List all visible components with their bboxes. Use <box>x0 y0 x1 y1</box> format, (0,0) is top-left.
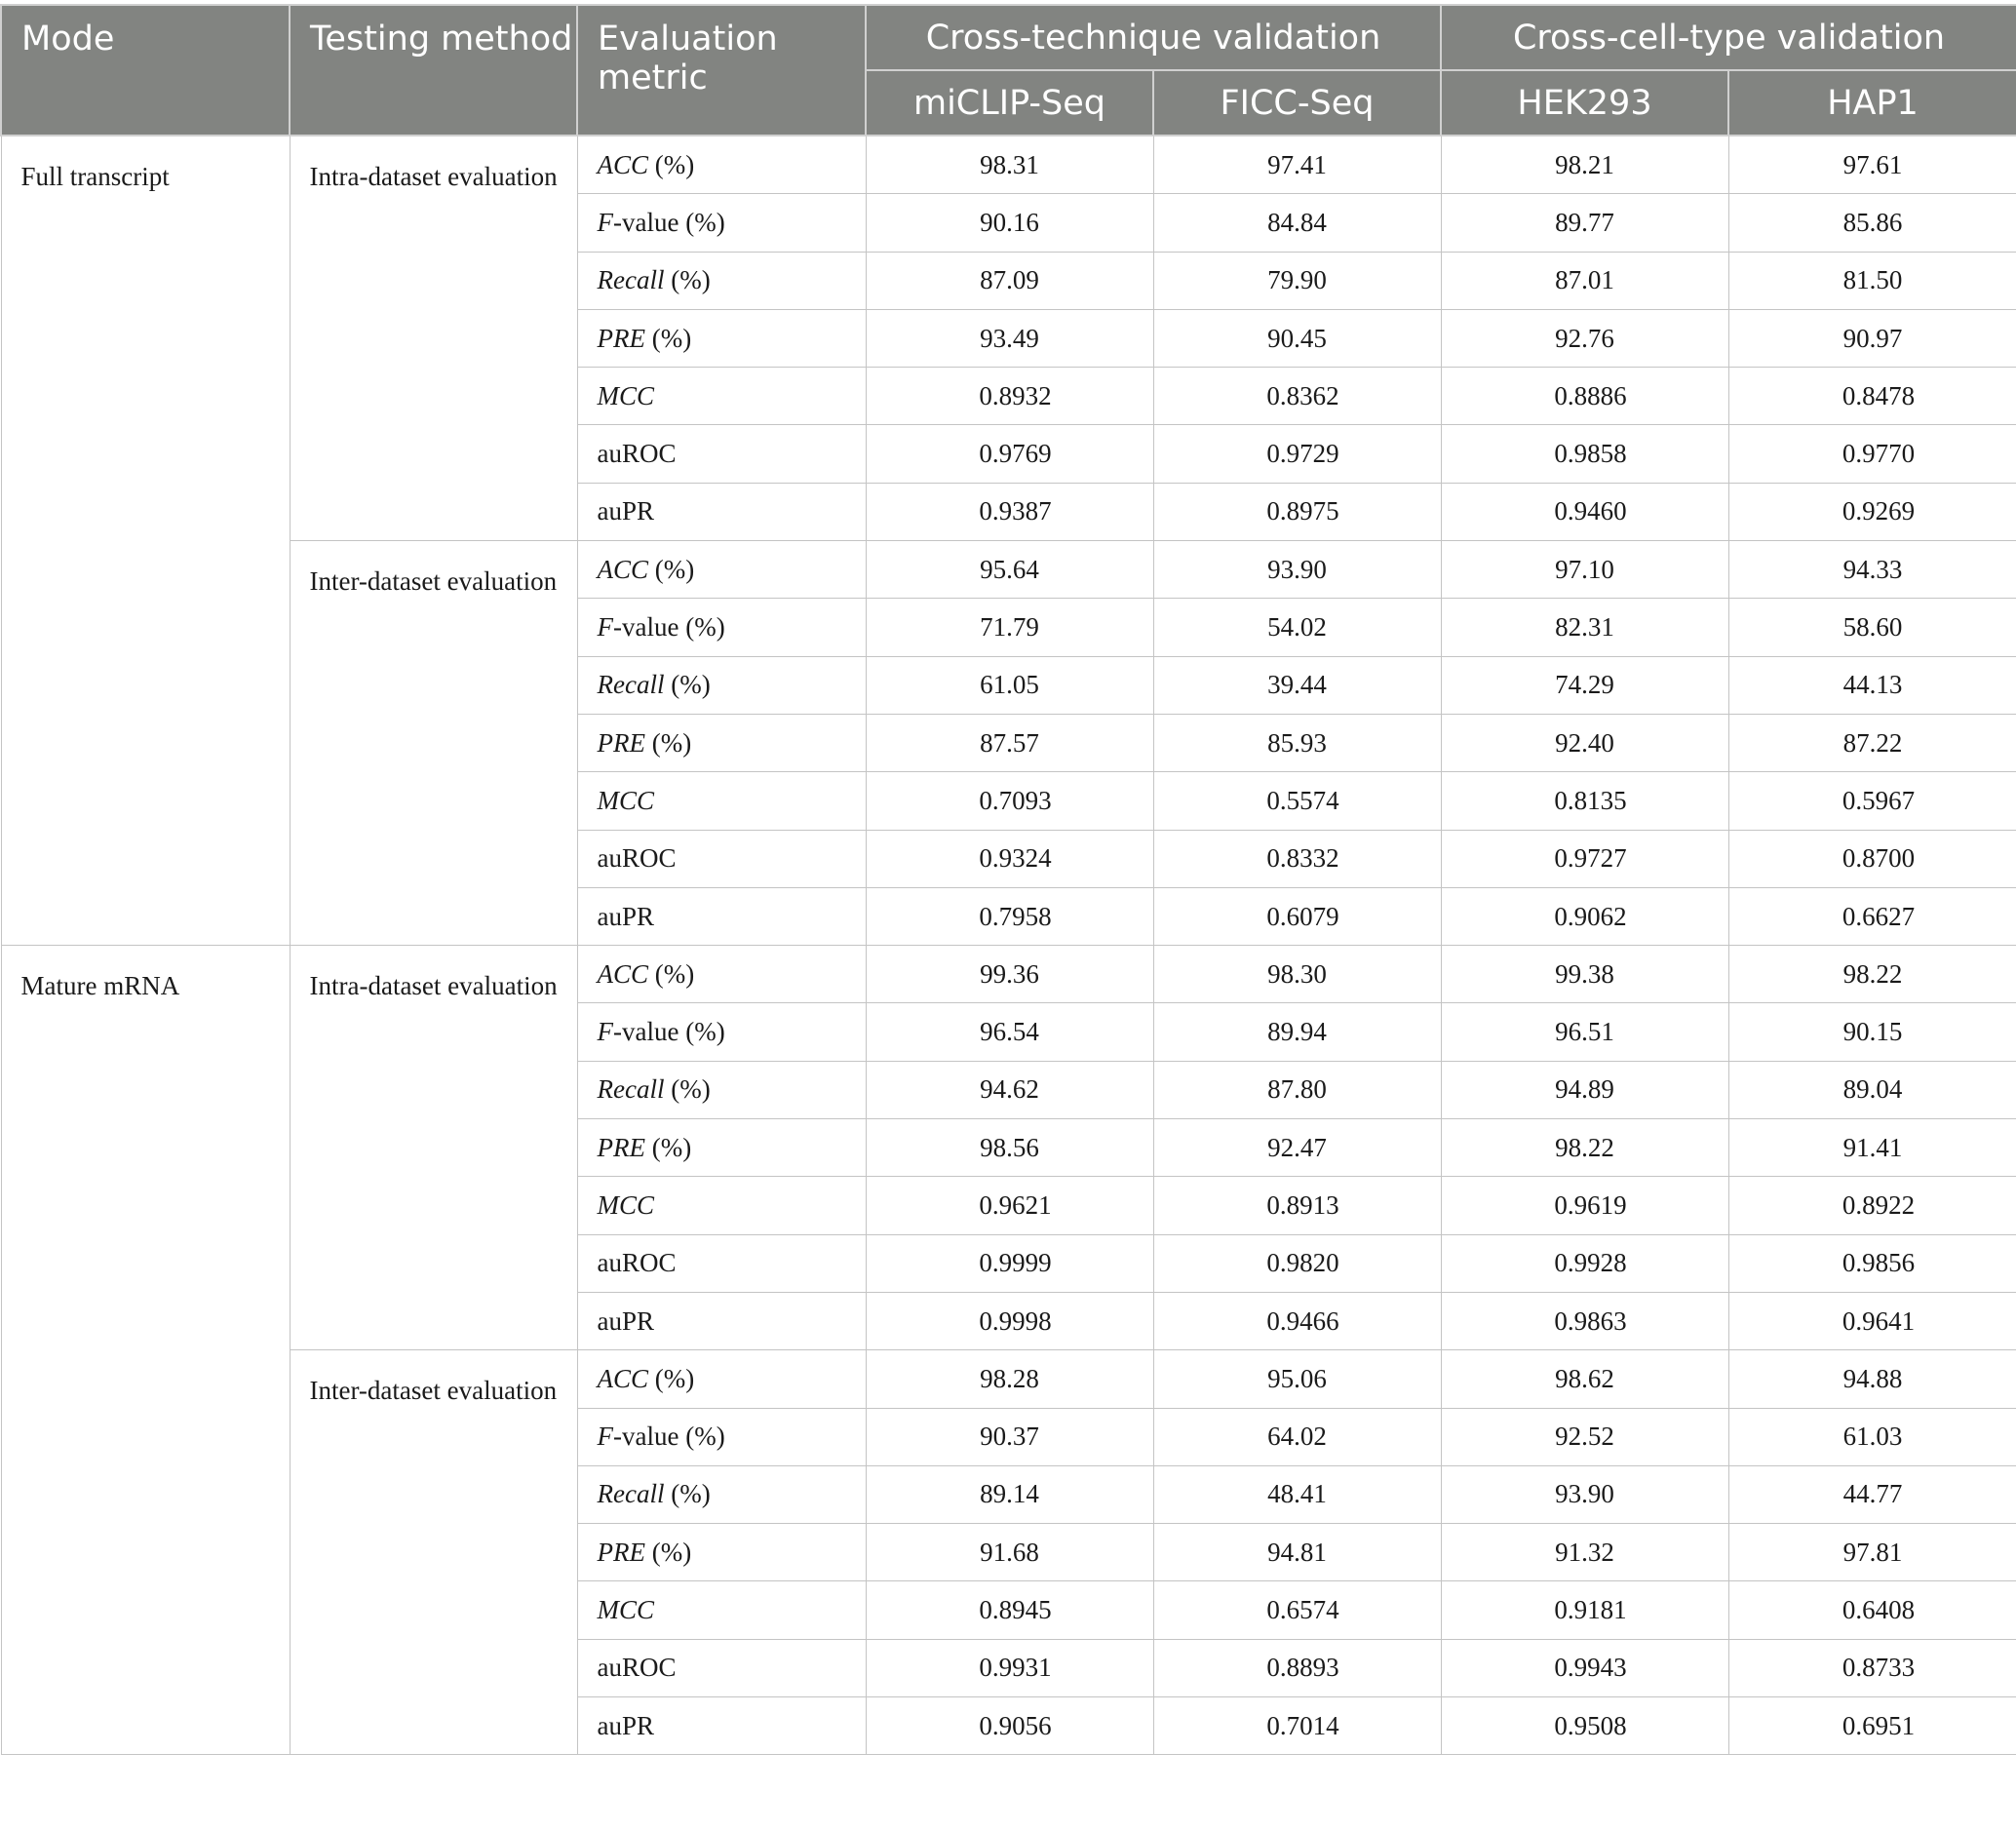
value-cell: 0.5967 <box>1728 772 2016 830</box>
value-cell: 89.94 <box>1153 1003 1441 1061</box>
value-cell: 94.89 <box>1441 1061 1728 1118</box>
metric-symbol: Recall <box>597 1479 665 1509</box>
table-row <box>1 1350 2016 1408</box>
value-cell: 0.6627 <box>1728 887 2016 945</box>
value-cell: 90.15 <box>1728 1003 2016 1061</box>
value-cell: 0.9269 <box>1728 483 2016 540</box>
metric-symbol: MCC <box>597 1189 655 1220</box>
value-cell: 0.9856 <box>1728 1234 2016 1292</box>
metric-label: auROC <box>597 1248 677 1278</box>
value-cell: 93.90 <box>1153 541 1441 599</box>
value-cell: 84.84 <box>1153 194 1441 252</box>
metric-label: (%) <box>644 1132 692 1162</box>
testing-method-cell: Inter-dataset evaluation <box>290 541 577 946</box>
value-cell: 0.9999 <box>866 1234 1153 1292</box>
value-cell: 92.76 <box>1441 309 1728 367</box>
value-cell: 0.8733 <box>1728 1639 2016 1696</box>
value-cell: 0.9931 <box>866 1639 1153 1696</box>
metric-cell <box>577 946 866 1003</box>
metric-cell <box>577 309 866 367</box>
value-cell: 0.7014 <box>1153 1697 1441 1755</box>
value-cell: 97.10 <box>1441 541 1728 599</box>
value-cell: 93.90 <box>1441 1465 1728 1523</box>
metric-symbol: MCC <box>597 1595 655 1625</box>
value-cell: 96.54 <box>866 1003 1153 1061</box>
metric-symbol: F <box>597 1422 613 1452</box>
metric-cell <box>577 656 866 714</box>
metric-cell <box>577 772 866 830</box>
value-cell: 98.31 <box>866 136 1153 194</box>
header-evaluation-metric: Evaluation metric <box>577 5 866 136</box>
value-cell: 89.14 <box>866 1465 1153 1523</box>
metric-label: (%) <box>664 265 711 295</box>
value-cell: 44.13 <box>1728 656 2016 714</box>
metric-label: auPR <box>597 496 655 526</box>
value-cell: 0.9769 <box>866 425 1153 483</box>
metric-label: (%) <box>644 1537 692 1567</box>
metric-label: (%) <box>648 1363 695 1393</box>
metric-cell <box>577 1581 866 1639</box>
value-cell: 0.9928 <box>1441 1234 1728 1292</box>
value-cell: 61.03 <box>1728 1408 2016 1465</box>
metric-cell <box>577 541 866 599</box>
value-cell: 89.04 <box>1728 1061 2016 1118</box>
metric-label: auPR <box>597 901 655 931</box>
metric-cell <box>577 714 866 771</box>
value-cell: 0.9998 <box>866 1292 1153 1349</box>
value-cell: 85.86 <box>1728 194 2016 252</box>
value-cell: 0.9387 <box>866 483 1153 540</box>
metric-label: auROC <box>597 1653 677 1683</box>
metric-cell <box>577 252 866 309</box>
metric-cell <box>577 1119 866 1177</box>
value-cell: 0.9056 <box>866 1697 1153 1755</box>
value-cell: 0.9619 <box>1441 1177 1728 1234</box>
value-cell: 93.49 <box>866 309 1153 367</box>
value-cell: 94.33 <box>1728 541 2016 599</box>
value-cell: 0.8945 <box>866 1581 1153 1639</box>
metric-symbol: ACC <box>597 958 649 989</box>
value-cell: 87.57 <box>866 714 1153 771</box>
metric-cell <box>577 830 866 887</box>
metric-cell <box>577 1177 866 1234</box>
metric-label: (%) <box>664 670 711 700</box>
value-cell: 0.5574 <box>1153 772 1441 830</box>
metric-symbol: MCC <box>597 785 655 815</box>
metric-cell <box>577 599 866 656</box>
value-cell: 90.45 <box>1153 309 1441 367</box>
metric-cell <box>577 1697 866 1755</box>
metric-symbol: ACC <box>597 1363 649 1393</box>
header-mode: Mode <box>1 5 290 136</box>
table-row <box>1 136 2016 194</box>
value-cell: 91.41 <box>1728 1119 2016 1177</box>
value-cell: 79.90 <box>1153 252 1441 309</box>
value-cell: 91.32 <box>1441 1524 1728 1581</box>
value-cell: 74.29 <box>1441 656 1728 714</box>
metric-symbol: Recall <box>597 670 665 700</box>
metric-label: auPR <box>597 1710 655 1740</box>
value-cell: 99.36 <box>866 946 1153 1003</box>
value-cell: 94.62 <box>866 1061 1153 1118</box>
value-cell: 0.8922 <box>1728 1177 2016 1234</box>
metric-symbol: Recall <box>597 265 665 295</box>
metric-symbol: Recall <box>597 1074 665 1105</box>
value-cell: 0.6574 <box>1153 1581 1441 1639</box>
value-cell: 0.9466 <box>1153 1292 1441 1349</box>
value-cell: 90.97 <box>1728 309 2016 367</box>
testing-method-cell: Intra-dataset evaluation <box>290 136 577 541</box>
header-hap1: HAP1 <box>1728 70 2016 136</box>
value-cell: 0.8893 <box>1153 1639 1441 1696</box>
table-body <box>1 136 2016 1755</box>
value-cell: 0.9062 <box>1441 887 1728 945</box>
value-cell: 94.81 <box>1153 1524 1441 1581</box>
metric-symbol: ACC <box>597 554 649 584</box>
header-miclip-seq: miCLIP-Seq <box>866 70 1153 136</box>
value-cell: 0.9943 <box>1441 1639 1728 1696</box>
value-cell: 98.22 <box>1441 1119 1728 1177</box>
value-cell: 0.8362 <box>1153 368 1441 425</box>
value-cell: 92.52 <box>1441 1408 1728 1465</box>
metric-cell <box>577 1639 866 1696</box>
value-cell: 98.21 <box>1441 136 1728 194</box>
value-cell: 0.6408 <box>1728 1581 2016 1639</box>
value-cell: 0.9729 <box>1153 425 1441 483</box>
value-cell: 87.22 <box>1728 714 2016 771</box>
value-cell: 71.79 <box>866 599 1153 656</box>
metric-cell <box>577 1350 866 1408</box>
metric-symbol: F <box>597 612 613 643</box>
metric-label: -value (%) <box>613 207 725 237</box>
value-cell: 94.88 <box>1728 1350 2016 1408</box>
value-cell: 98.62 <box>1441 1350 1728 1408</box>
metric-label: (%) <box>644 323 692 353</box>
metric-cell <box>577 1234 866 1292</box>
metric-symbol: MCC <box>597 380 655 410</box>
value-cell: 0.9621 <box>866 1177 1153 1234</box>
table-row <box>1 946 2016 1003</box>
header-testing-method: Testing method <box>290 5 577 136</box>
metric-cell <box>577 1292 866 1349</box>
value-cell: 97.41 <box>1153 136 1441 194</box>
value-cell: 64.02 <box>1153 1408 1441 1465</box>
value-cell: 0.8478 <box>1728 368 2016 425</box>
value-cell: 0.8135 <box>1441 772 1728 830</box>
value-cell: 87.01 <box>1441 252 1728 309</box>
mode-cell: Full transcript <box>1 136 290 946</box>
value-cell: 54.02 <box>1153 599 1441 656</box>
value-cell: 82.31 <box>1441 599 1728 656</box>
metric-cell <box>577 194 866 252</box>
value-cell: 91.68 <box>866 1524 1153 1581</box>
metric-cell <box>577 1003 866 1061</box>
metric-cell <box>577 1061 866 1118</box>
metric-label: -value (%) <box>613 612 725 643</box>
metric-cell <box>577 1465 866 1523</box>
results-table <box>0 4 2016 1755</box>
metric-label: -value (%) <box>613 1422 725 1452</box>
metric-cell <box>577 483 866 540</box>
metric-cell <box>577 368 866 425</box>
testing-method-cell: Intra-dataset evaluation <box>290 946 577 1350</box>
value-cell: 0.8913 <box>1153 1177 1441 1234</box>
value-cell: 39.44 <box>1153 656 1441 714</box>
value-cell: 89.77 <box>1441 194 1728 252</box>
value-cell: 0.9863 <box>1441 1292 1728 1349</box>
value-cell: 0.8886 <box>1441 368 1728 425</box>
metric-label: (%) <box>648 149 695 179</box>
metric-cell <box>577 425 866 483</box>
value-cell: 0.7093 <box>866 772 1153 830</box>
metric-symbol: PRE <box>597 727 645 758</box>
metric-label: auROC <box>597 439 677 469</box>
value-cell: 95.64 <box>866 541 1153 599</box>
value-cell: 0.8932 <box>866 368 1153 425</box>
table-header <box>1 5 2016 136</box>
testing-method-cell: Inter-dataset evaluation <box>290 1350 577 1755</box>
metric-cell <box>577 136 866 194</box>
metric-label: (%) <box>648 554 695 584</box>
value-cell: 0.9641 <box>1728 1292 2016 1349</box>
value-cell: 98.56 <box>866 1119 1153 1177</box>
value-cell: 97.81 <box>1728 1524 2016 1581</box>
value-cell: 0.6951 <box>1728 1697 2016 1755</box>
value-cell: 0.8975 <box>1153 483 1441 540</box>
metric-symbol: PRE <box>597 1132 645 1162</box>
metric-symbol: PRE <box>597 1537 645 1567</box>
value-cell: 44.77 <box>1728 1465 2016 1523</box>
value-cell: 0.9324 <box>866 830 1153 887</box>
value-cell: 81.50 <box>1728 252 2016 309</box>
value-cell: 87.09 <box>866 252 1153 309</box>
value-cell: 0.9508 <box>1441 1697 1728 1755</box>
metric-label: (%) <box>664 1479 711 1509</box>
value-cell: 0.9858 <box>1441 425 1728 483</box>
value-cell: 0.9727 <box>1441 830 1728 887</box>
metric-label: auROC <box>597 843 677 874</box>
value-cell: 90.37 <box>866 1408 1153 1465</box>
value-cell: 98.22 <box>1728 946 2016 1003</box>
metric-cell <box>577 887 866 945</box>
value-cell: 0.8700 <box>1728 830 2016 887</box>
value-cell: 92.47 <box>1153 1119 1441 1177</box>
value-cell: 0.9820 <box>1153 1234 1441 1292</box>
header-ficc-seq: FICC-Seq <box>1153 70 1441 136</box>
metric-symbol: F <box>597 207 613 237</box>
value-cell: 0.7958 <box>866 887 1153 945</box>
mode-cell: Mature mRNA <box>1 946 290 1755</box>
metric-symbol: PRE <box>597 323 645 353</box>
value-cell: 96.51 <box>1441 1003 1728 1061</box>
metric-symbol: F <box>597 1017 613 1047</box>
value-cell: 85.93 <box>1153 714 1441 771</box>
header-cross-technique-validation: Cross-technique validation <box>866 5 1441 70</box>
value-cell: 92.40 <box>1441 714 1728 771</box>
metric-cell <box>577 1524 866 1581</box>
value-cell: 97.61 <box>1728 136 2016 194</box>
metric-symbol: ACC <box>597 149 649 179</box>
metric-label: -value (%) <box>613 1017 725 1047</box>
metric-label: (%) <box>664 1074 711 1105</box>
value-cell: 90.16 <box>866 194 1153 252</box>
value-cell: 0.9181 <box>1441 1581 1728 1639</box>
value-cell: 95.06 <box>1153 1350 1441 1408</box>
metric-cell <box>577 1408 866 1465</box>
value-cell: 58.60 <box>1728 599 2016 656</box>
value-cell: 98.28 <box>866 1350 1153 1408</box>
value-cell: 0.9770 <box>1728 425 2016 483</box>
metric-label: auPR <box>597 1305 655 1336</box>
value-cell: 99.38 <box>1441 946 1728 1003</box>
value-cell: 0.9460 <box>1441 483 1728 540</box>
header-cross-cell-type-validation: Cross-cell-type validation <box>1441 5 2016 70</box>
table-row <box>1 541 2016 599</box>
value-cell: 98.30 <box>1153 946 1441 1003</box>
value-cell: 61.05 <box>866 656 1153 714</box>
header-hek293: HEK293 <box>1441 70 1728 136</box>
value-cell: 87.80 <box>1153 1061 1441 1118</box>
metric-label: (%) <box>644 727 692 758</box>
value-cell: 0.6079 <box>1153 887 1441 945</box>
value-cell: 48.41 <box>1153 1465 1441 1523</box>
metric-label: (%) <box>648 958 695 989</box>
value-cell: 0.8332 <box>1153 830 1441 887</box>
